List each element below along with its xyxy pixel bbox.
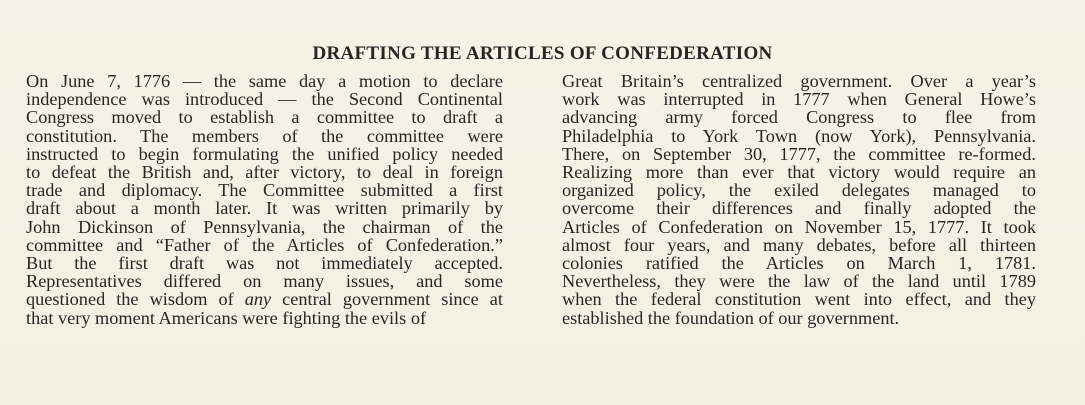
text-line: when the federal constitution went into effect, and they <box>562 289 1036 310</box>
text-line: draft about a month later. It was written primarily by <box>26 198 503 219</box>
text-line: work was interrupted in 1777 when General Howe’s <box>562 89 1036 110</box>
text-line: organized policy, the exiled delegates managed to <box>562 180 1036 201</box>
emphasized-word: any <box>244 289 272 310</box>
text-line: that very moment Americans were fighting the evils of <box>26 307 427 328</box>
text-line: constitution. The members of the committee were <box>26 125 503 146</box>
text-line: John Dickinson of Pennsylvania, the chairman of the <box>26 216 503 237</box>
text-line-with-emphasis <box>26 290 503 308</box>
text-line: Nevertheless, they were the law of the land until 1789 <box>562 271 1036 292</box>
article-title: DRAFTING THE ARTICLES OF CONFEDERATION <box>312 43 773 64</box>
text-line: There, on September 30, 1777, the committee re-formed. <box>562 143 1036 164</box>
text-fragment: central government since at <box>271 289 503 310</box>
text-line: established the foundation of our government. <box>562 307 900 328</box>
text-fragment: questioned the wisdom of <box>26 289 245 310</box>
text-line: committee and “Father of the Articles of Confederation.” <box>26 234 503 255</box>
text-line: On June 7, 1776 — the same day a motion to declare <box>26 71 503 91</box>
text-line: Congress moved to establish a committee to draft a <box>26 107 503 128</box>
text-line: almost four years, and many debates, before all thirteen <box>562 234 1036 255</box>
right-column <box>562 72 1036 327</box>
text-line: instructed to begin formulating the unified policy needed <box>26 143 503 164</box>
text-line: trade and diplomacy. The Committee submitted a first <box>26 180 503 201</box>
text-line: But the first draft was not immediately accepted. <box>26 253 503 274</box>
text-line: Representatives differed on many issues, and some <box>26 271 503 292</box>
text-line: Great Britain’s centralized government. Over a year’s <box>562 71 1036 91</box>
text-line: overcome their differences and finally adopted the <box>562 198 1036 219</box>
text-line: Articles of Confederation on November 15, 1777. It took <box>562 216 1036 237</box>
text-line: to defeat the British and, after victory, to deal in foreign <box>26 162 503 183</box>
text-line: colonies ratified the Articles on March 1, 1781. <box>562 253 1036 274</box>
text-line: Realizing more than ever that victory would require an <box>562 162 1036 183</box>
text-line: Philadelphia to York Town (now York), Pennsylvania. <box>562 125 1036 146</box>
text-line: advancing army forced Congress to flee from <box>562 107 1036 128</box>
text-line: independence was introduced — the Second Continental <box>26 89 503 110</box>
left-column <box>26 72 503 327</box>
